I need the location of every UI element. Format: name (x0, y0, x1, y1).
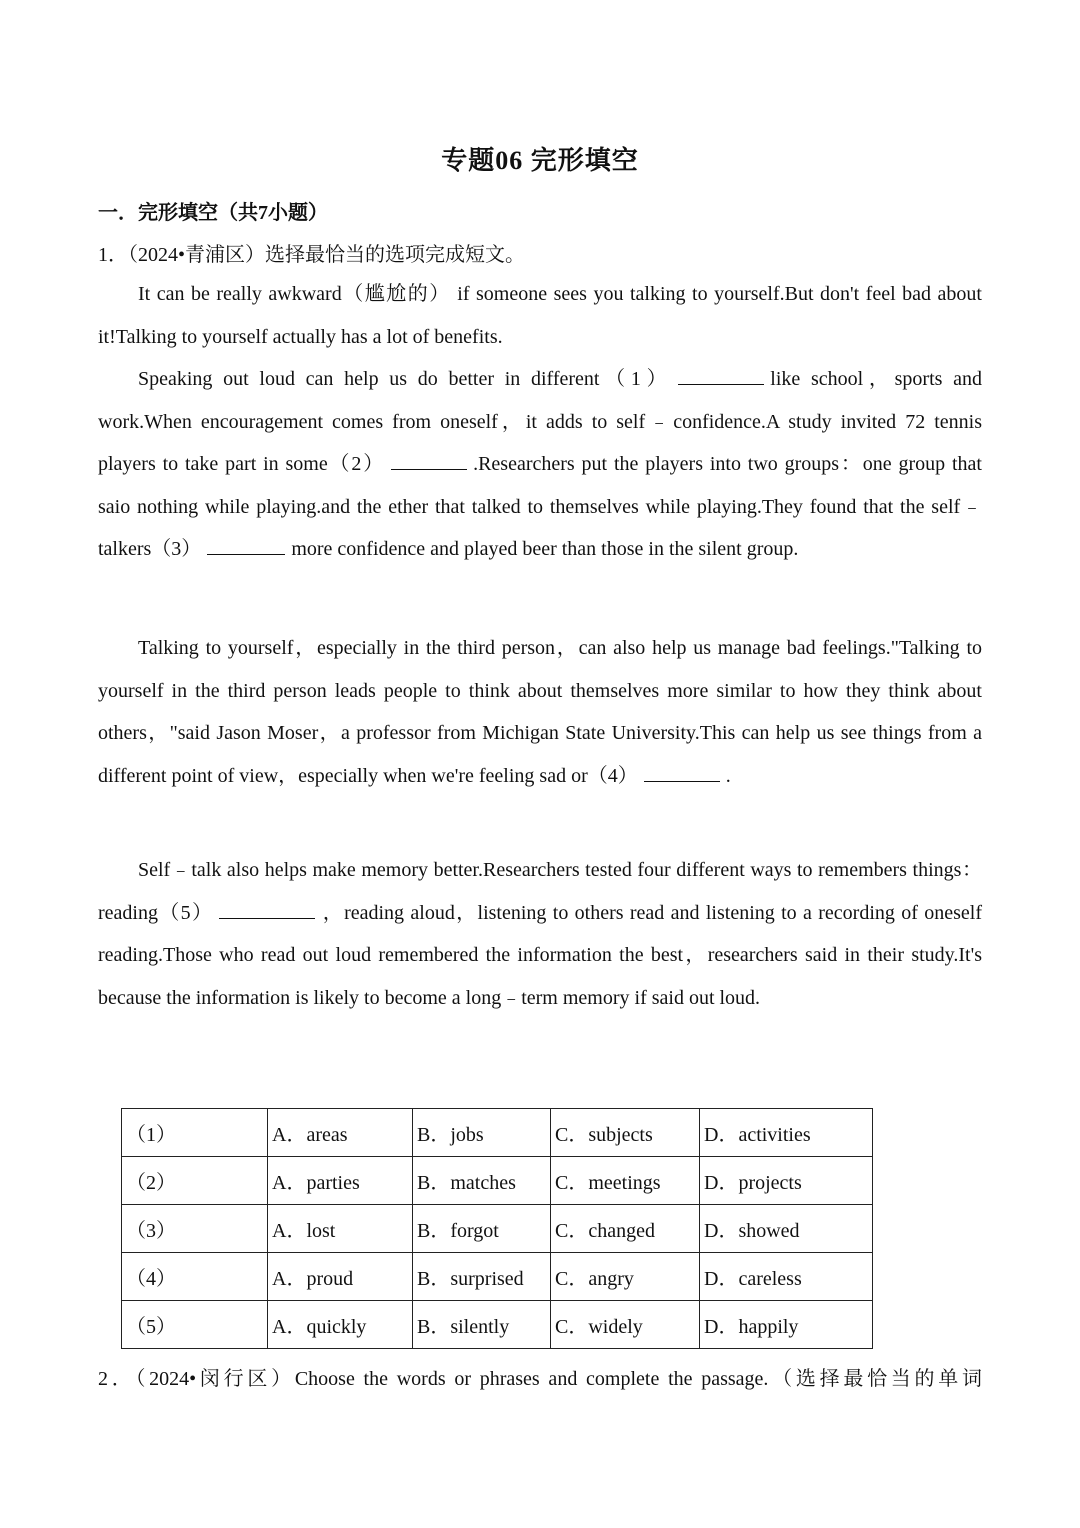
option-number: （4） (122, 1253, 268, 1301)
blank-5[interactable] (219, 902, 315, 919)
option-d[interactable]: D．projects (700, 1157, 873, 1205)
paragraph-text: like school，sports and work.When encouragement comes from oneself，it adds to self﹣confidence.A study invited 72 tennis players to take part in some（2） (98, 368, 982, 475)
option-c[interactable]: C．changed (551, 1205, 700, 1253)
option-number: （2） (122, 1157, 268, 1205)
option-a[interactable]: A．lost (268, 1205, 413, 1253)
option-b[interactable]: B．silently (413, 1301, 551, 1349)
paragraph-text: ，reading aloud，listening to others read and listening to a recording of oneself reading.Those who read out loud remembered the information the best，researchers said in their study.It's because the information is likely to become a long﹣term memory if said out loud. (98, 901, 982, 1009)
option-d[interactable]: D．happily (700, 1301, 873, 1349)
option-number: （3） (122, 1205, 268, 1253)
option-c[interactable]: C．widely (551, 1301, 700, 1349)
paragraph-text: It can be really awkward（尴尬的） if someone sees you talking to yourself.But don't feel bad about it!Talking to yourself actually has a lot of benefits. (98, 283, 982, 348)
paragraph-text: Self﹣talk also helps make memory better.Researchers tested four different ways to remembers things：reading（5） (98, 859, 982, 924)
option-d[interactable]: D．showed (700, 1205, 873, 1253)
option-d[interactable]: D．activities (700, 1109, 873, 1157)
table-row (122, 1253, 873, 1301)
option-a[interactable]: A．areas (268, 1109, 413, 1157)
options-table (121, 1108, 873, 1349)
passage-paragraph-3 (98, 627, 982, 797)
passage-paragraph-4 (98, 849, 982, 1019)
option-number: （5） (122, 1301, 268, 1349)
section-heading: 一．完形填空（共7小题） (98, 202, 328, 224)
option-a[interactable]: A．quickly (268, 1301, 413, 1349)
blank-3[interactable] (207, 538, 285, 555)
option-b[interactable]: B．matches (413, 1157, 551, 1205)
paragraph-text: .Researchers put the players into two groups：one group that saio nothing while playing.and the ether that talked to themselves while playing.They found that the self﹣talkers（3） (98, 453, 982, 560)
passage-paragraph-2 (98, 358, 982, 571)
paragraph-text: more confidence and played beer than those in the silent group. (291, 538, 799, 560)
option-number: （1） (122, 1109, 268, 1157)
option-b[interactable]: B．jobs (413, 1109, 551, 1157)
table-row (122, 1301, 873, 1349)
paragraph-text: Speaking out loud can help us do better in different（1） (138, 368, 673, 390)
option-b[interactable]: B．surprised (413, 1253, 551, 1301)
option-c[interactable]: C．subjects (551, 1109, 700, 1157)
table-row (122, 1205, 873, 1253)
paragraph-text: Talking to yourself，especially in the third person，can also help us manage bad feelings."Talking to yourself in the third person leads people to think about themselves more similar to how they think about others，"said Jason Moser，a professor from Michigan State University.This can help us see things from a different point of view，especially when we're feeling sad or（4） (98, 637, 982, 787)
option-d[interactable]: D．careless (700, 1253, 873, 1301)
table-row (122, 1109, 873, 1157)
option-b[interactable]: B．forgot (413, 1205, 551, 1253)
option-a[interactable]: A．parties (268, 1157, 413, 1205)
blank-4[interactable] (644, 765, 720, 782)
option-c[interactable]: C．angry (551, 1253, 700, 1301)
passage-paragraph-1 (98, 273, 982, 358)
question-1-intro: 1．（2024•青浦区）选择最恰当的选项完成短文。 (98, 244, 526, 266)
paragraph-text: . (725, 764, 731, 787)
blank-1[interactable] (678, 368, 764, 385)
question-2-intro: 2．（2024•闵行区）Choose the words or phrases and complete the passage.（选择最恰当的单词 (98, 1368, 982, 1390)
option-a[interactable]: A．proud (268, 1253, 413, 1301)
blank-2[interactable] (391, 453, 467, 470)
page-title: 专题06 完形填空 (441, 146, 639, 175)
table-row (122, 1157, 873, 1205)
option-c[interactable]: C．meetings (551, 1157, 700, 1205)
